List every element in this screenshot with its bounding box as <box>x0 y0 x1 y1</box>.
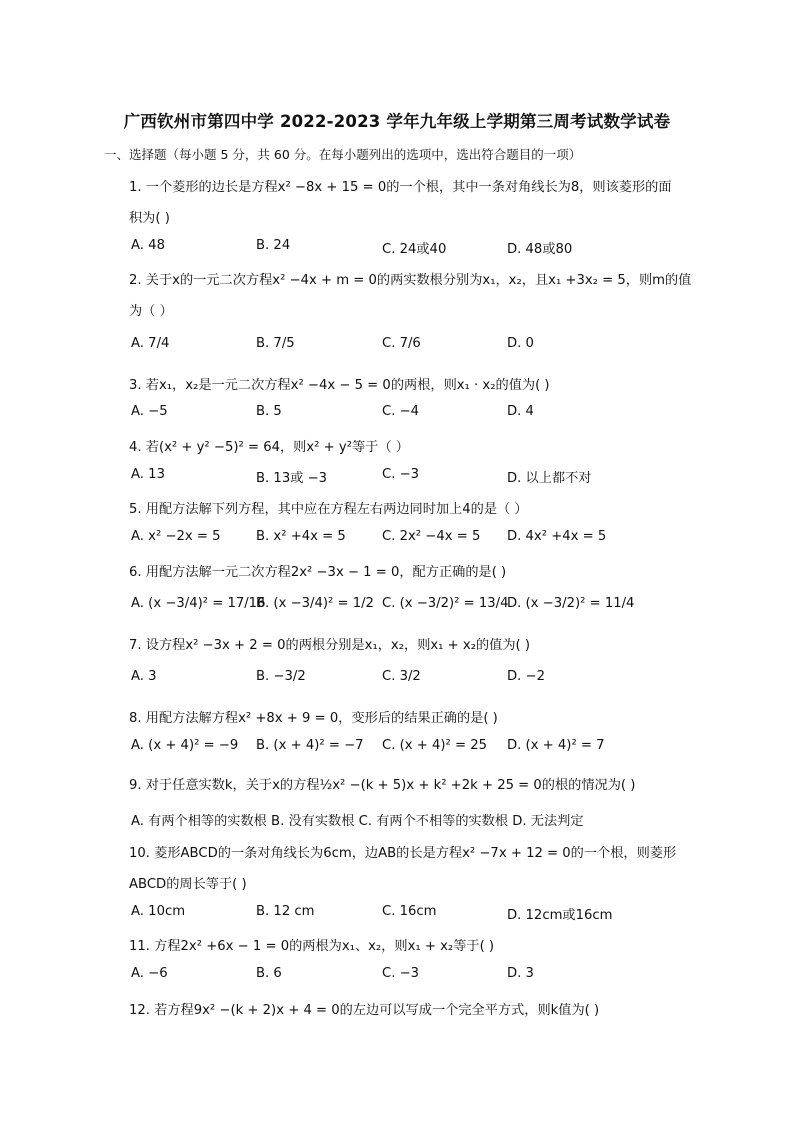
option-d: D. 48或80 <box>507 242 573 257</box>
question-10-options <box>0 904 794 926</box>
option-a: A. 7/4 <box>131 336 170 351</box>
option-b: B. 24 <box>256 238 291 253</box>
option-c: C. −4 <box>382 404 420 419</box>
option-c: C. −3 <box>382 966 420 981</box>
section-heading: 一、选择题（每小题 5 分，共 60 分。在每小题列出的选项中，选出符合题目的一项） <box>104 147 582 162</box>
option-a: A. 13 <box>131 467 165 482</box>
question-9-options: A. 有两个相等的实数根 B. 没有实数根 C. 有两个不相等的实数根 D. 无法判定 <box>131 814 584 829</box>
option-c: C. 2x² −4x = 5 <box>382 529 481 544</box>
option-b: B. 13或 −3 <box>256 471 328 486</box>
question-1-options <box>0 238 794 260</box>
option-d: D. (x + 4)² = 7 <box>507 738 605 753</box>
option-b: B. 5 <box>256 404 282 419</box>
option-a: A. 3 <box>131 669 157 684</box>
question-12-line-1: 12. 若方程9x² −(k + 2)x + 4 = 0的左边可以写成一个完全平方式，则k值为( ) <box>129 1003 600 1018</box>
option-c: C. 3/2 <box>382 669 421 684</box>
option-c: C. (x + 4)² = 25 <box>382 738 488 753</box>
option-b: B. 7/5 <box>256 336 295 351</box>
question-1-line-1: 1. 一个菱形的边长是方程x² −8x + 15 = 0的一个根，其中一条对角线长为8，则该菱形的面 <box>129 180 672 195</box>
option-b: B. −3/2 <box>256 669 306 684</box>
question-8-line-1: 8. 用配方法解方程x² +8x + 9 = 0，变形后的结果正确的是( ) <box>129 711 498 726</box>
question-2-line-2: 为（ ） <box>129 304 173 319</box>
option-a: A. (x + 4)² = −9 <box>131 738 239 753</box>
option-a: A. 10cm <box>131 904 186 919</box>
question-7-options <box>0 669 794 691</box>
page-title: 广西钦州市第四中学 2022-2023 学年九年级上学期第三周考试数学试卷 <box>123 112 671 131</box>
question-2-options <box>0 336 794 358</box>
option-d: D. 12cm或16cm <box>507 908 613 923</box>
question-3-line-1: 3. 若x₁，x₂是一元二次方程x² −4x − 5 = 0的两根，则x₁ · x₂的值为( ) <box>129 378 550 393</box>
question-3-options <box>0 404 794 426</box>
question-6-line-1: 6. 用配方法解一元二次方程2x² −3x − 1 = 0，配方正确的是( ) <box>129 565 507 580</box>
question-10-line-1: 10. 菱形ABCD的一条对角线长为6cm，边AB的长是方程x² −7x + 12 = 0的一个根，则菱形 <box>129 846 677 861</box>
question-5-options <box>0 529 794 551</box>
option-a: A. −5 <box>131 404 168 419</box>
option-c: C. 16cm <box>382 904 437 919</box>
question-7-line-1: 7. 设方程x² −3x + 2 = 0的两根分别是x₁，x₂，则x₁ + x₂的值为( ) <box>129 638 531 653</box>
option-b: B. 12 cm <box>256 904 315 919</box>
option-b: B. x² +4x = 5 <box>256 529 346 544</box>
question-4-options <box>0 467 794 489</box>
option-d: D. 以上都不对 <box>507 471 592 486</box>
question-9-line-1: 9. 对于任意实数k，关于x的方程½x² −(k + 5)x + k² +2k + 25 = 0的根的情况为( ) <box>129 778 636 793</box>
option-d: D. 0 <box>507 336 534 351</box>
option-c: C. 7/6 <box>382 336 421 351</box>
question-8-options <box>0 738 794 760</box>
option-a: A. 48 <box>131 238 165 253</box>
option-d: D. (x −3/2)² = 11/4 <box>507 596 635 611</box>
option-b: B. 6 <box>256 966 282 981</box>
option-c: C. −3 <box>382 467 420 482</box>
question-11-options <box>0 966 794 988</box>
option-d: D. 4 <box>507 404 534 419</box>
option-c: C. 24或40 <box>382 242 447 257</box>
option-a: A. x² −2x = 5 <box>131 529 221 544</box>
question-11-line-1: 11. 方程2x² +6x − 1 = 0的两根为x₁、x₂，则x₁ + x₂等于( ) <box>129 939 495 954</box>
option-a: A. −6 <box>131 966 168 981</box>
option-d: D. 3 <box>507 966 534 981</box>
question-1-line-2: 积为( ) <box>129 211 170 226</box>
question-10-line-2: ABCD的周长等于( ) <box>129 877 247 892</box>
question-2-line-1: 2. 关于x的一元二次方程x² −4x + m = 0的两实数根分别为x₁，x₂，且x₁ +3x₂ = 5，则m的值 <box>129 273 692 288</box>
option-c: C. (x −3/2)² = 13/4 <box>382 596 509 611</box>
option-d: D. −2 <box>507 669 545 684</box>
question-5-line-1: 5. 用配方法解下列方程，其中应在方程左右两边同时加上4的是（ ） <box>129 502 528 517</box>
option-d: D. 4x² +4x = 5 <box>507 529 607 544</box>
option-a: A. (x −3/4)² = 17/16 <box>131 596 266 611</box>
question-6-options <box>0 596 794 618</box>
option-b: B. (x −3/4)² = 1/2 <box>256 596 374 611</box>
option-b: B. (x + 4)² = −7 <box>256 738 364 753</box>
question-4-line-1: 4. 若(x² + y² −5)² = 64，则x² + y²等于（ ） <box>129 440 409 455</box>
